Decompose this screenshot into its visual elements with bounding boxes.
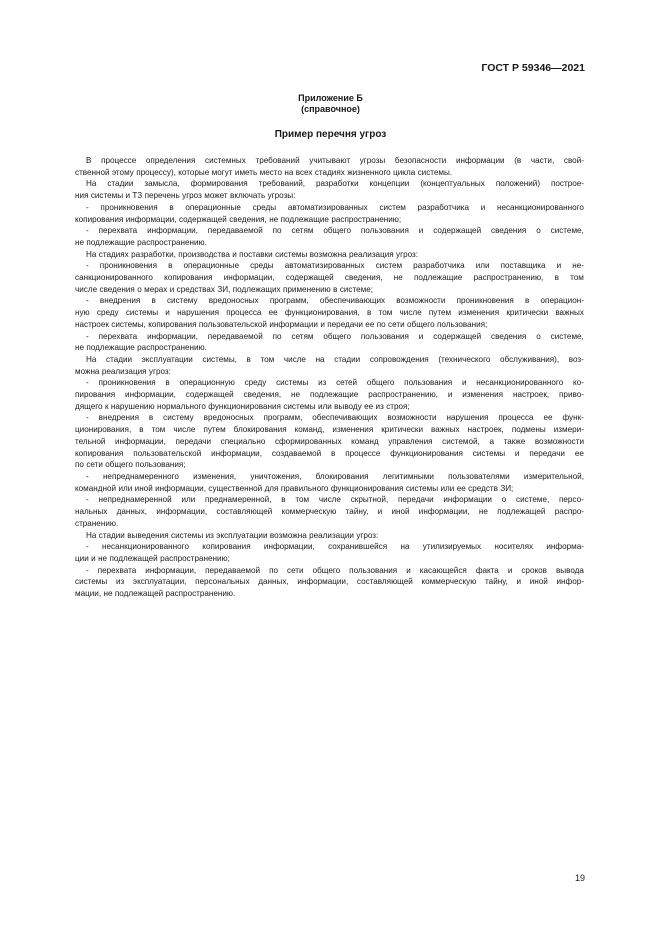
text-line: командной или иной информации, существенной для правильного функционирования системы или ее средств ЗИ;	[75, 483, 514, 493]
paragraph	[75, 412, 584, 471]
paragraph	[75, 377, 584, 412]
text-line: не подлежащие распространению.	[75, 237, 207, 247]
paragraph	[75, 530, 584, 542]
text-line: - несанкционированного копирования информации, сохранившейся на утилизируемых носителях информа-	[86, 542, 584, 552]
text-line: ния системы и ТЗ перечень угроз может включать угрозы:	[75, 191, 296, 201]
text-line: пирования информации, содержащей сведения, не подлежащие распространению, и изменения настроек, приво-	[75, 390, 584, 400]
text-line: копирования информации, содержащей сведения, не подлежащие распространению;	[75, 214, 402, 224]
text-line: ственной этому процессу), которые могут иметь место на всех стадиях жизненного цикла системы.	[75, 167, 453, 177]
body-text	[75, 155, 584, 600]
text-line: можна реализация угроз:	[75, 366, 171, 376]
text-line: На стадиях разработки, производства и поставки системы возможна реализация угроз:	[86, 249, 419, 259]
text-line: На стадии выведения системы из эксплуатации возможна реализации угроз:	[86, 530, 379, 540]
text-line: ную среду системы и нарушения процесса ее функционирования, в том числе путем изменения критически важных	[75, 308, 584, 318]
paragraph	[75, 331, 584, 354]
text-line: не подлежащие распространению.	[75, 343, 207, 353]
text-line: мации, не подлежащей распространению.	[75, 589, 236, 599]
text-line: числе сведения о мерах и средствах ЗИ, подлежащих применению в системе;	[75, 284, 373, 294]
page-number: 19	[574, 873, 585, 883]
paragraph	[75, 155, 584, 178]
paragraph	[75, 541, 584, 564]
text-line: нальных данных, информации, составляющей коммерческую тайну, и иной информации, не подлежащей распро-	[75, 507, 584, 517]
text-line: копирования пользовательской информации, создаваемой в процессе функционирования системы и передачи ее	[75, 448, 584, 458]
standard-code: ГОСТ Р 59346—2021	[481, 62, 585, 74]
text-line: - непреднамеренного изменения, уничтожения, блокирования легитимными пользователями измерительной,	[86, 471, 584, 481]
text-line: - внедрения в систему вредоносных программ, обеспечивающих возможности проникновения в операцион-	[86, 296, 584, 306]
paragraph	[75, 202, 584, 225]
text-line: - проникновения в операционные среды автоматизированных систем разработчика и несанкционированного	[86, 202, 584, 212]
paragraph	[75, 471, 584, 494]
text-line: тельной информации, передачи специально сформированных команд управления системой, а также возможности	[75, 436, 584, 446]
appendix-label: Приложение Б	[298, 93, 363, 103]
text-line: - перехвата информации, передаваемой по сетям общего пользования и содержащей сведения о системе,	[86, 226, 584, 236]
paragraph	[75, 354, 584, 377]
paragraph	[75, 225, 584, 248]
text-line: дящего к нарушению нормального функционирования системы или выводу ее из строя;	[75, 401, 410, 411]
page-title: Пример перечня угроз	[274, 129, 387, 140]
text-line: В процессе определения системных требований учитывают угрозы безопасности информации (в части, свой-	[86, 156, 584, 165]
text-line: - внедрения в систему вредоносных программ, обеспечивающих возможности нарушения процесса ее функ-	[86, 413, 584, 423]
appendix-type: (справочное)	[301, 104, 360, 114]
text-line: - перехвата информации, передаваемой по сетям общего пользования и содержащей сведения о системе,	[86, 331, 584, 341]
paragraph	[75, 178, 584, 201]
text-line: странению.	[75, 518, 119, 528]
paragraph	[75, 249, 584, 261]
paragraph	[75, 494, 584, 529]
text-line: ции и не подлежащей распространению;	[75, 553, 230, 563]
text-line: - проникновения в операционную среду системы из сетей общего пользования и несанкционированного ко-	[86, 378, 584, 388]
paragraph	[75, 260, 584, 295]
appendix-heading	[0, 93, 661, 115]
text-line: настроек системы, копирования пользовательской информации и передачи ее по сети общего пользования;	[75, 319, 488, 329]
text-line: На стадии замысла, формирования требований, разработки концепции (концептуальных положений) построе-	[86, 179, 584, 189]
text-line: по сети общего пользования;	[75, 460, 186, 470]
text-line: санкционированного копирования информации, содержащей сведения, не подлежащие распространению, в том	[75, 273, 584, 283]
text-line: системы из эксплуатации, персональных данных, информации, составляющей коммерческую тайну, и иной инфор-	[75, 577, 584, 587]
text-line: - перехвата информации, передаваемой по сети общего пользования и касающейся факта и сроков вывода	[86, 565, 584, 575]
text-line: ционирования, в том числе путем блокирования команд, изменения критически важных настроек, подмены измери-	[75, 425, 584, 435]
paragraph	[75, 295, 584, 330]
paragraph	[75, 565, 584, 600]
text-line: - проникновения в операционные среды автоматизированных систем разработчика или поставщика и не-	[86, 261, 584, 271]
text-line: - непреднамеренной или преднамеренной, в том числе скрытной, передачи информации о системе, персо-	[86, 495, 584, 505]
text-line: На стадии эксплуатации системы, в том числе на стадии сопровождения (технического обслуживания), воз-	[86, 354, 584, 364]
